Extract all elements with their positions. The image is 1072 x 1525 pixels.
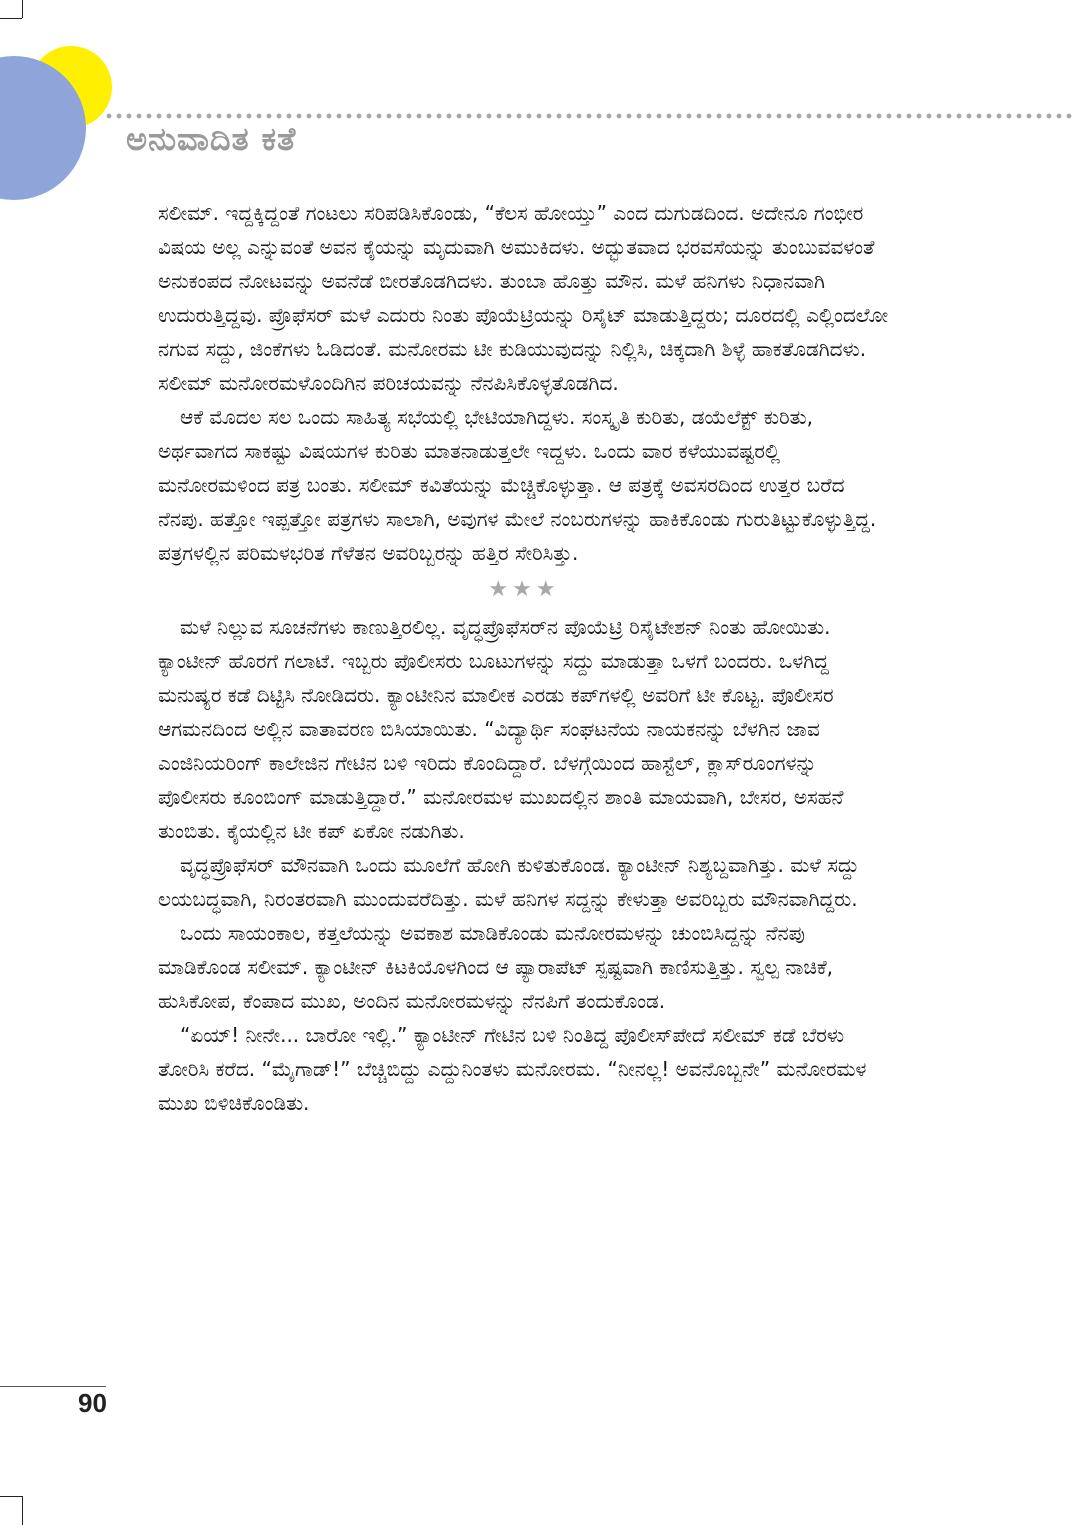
paragraph: “ಏಯ್! ನೀನೇ... ಬಾರೋ ಇಲ್ಲಿ.” ಕ್ಯಾಂಟೀನ್ ಗೇಟಿನ ಬಳಿ ನಿಂತಿದ್ದ ಪೊಲೀಸ್‌ಪೇದೆ ಸಲೀಮ್ ಕಡೆ ಬೆರಳು ತೋರಿಸಿ ಕರೆದ. “ಮೈಗಾಡ್!” ಬೆಚ್ಚಿಬಿದ್ದು ಎದ್ದುನಿಂತಳು ಮನೋರಮ. “ನೀನಲ್ಲ! ಅವನೊಬ್ಬನೇ” ಮನೋರಮಳ ಮುಖ ಬಿಳಿಚಿಕೊಂಡಿತು. <box>158 1023 867 1115</box>
paragraph: ಮಳೆ ನಿಲ್ಲುವ ಸೂಚನೆಗಳು ಕಾಣುತ್ತಿರಲಿಲ್ಲ. ವೃದ್ಧಪ್ರೊಫೆಸರ್‌ನ ಪೊಯೆಟ್ರಿ ರಿಸೈಟೇಶನ್ ನಿಂತು ಹೋಯಿತು. ಕ್ಯಾಂಟೀನ್ ಹೊರಗೆ ಗಲಾಟೆ. ಇಬ್ಬರು ಪೊಲೀಸರು ಬೂಟುಗಳನ್ನು ಸದ್ದು ಮಾಡುತ್ತಾ ಒಳಗೆ ಬಂದರು. ಒಳಗಿದ್ದ ಮನುಷ್ಯರ ಕಡೆ ದಿಟ್ಟಿಸಿ ನೋಡಿದರು. ಕ್ಯಾಂಟೀನಿನ ಮಾಲೀಕ ಎರಡು ಕಪ್‌ಗಳಲ್ಲಿ ಅವರಿಗೆ ಟೀ ಕೊಟ್ಟ. ಪೊಲೀಸರ ಆಗಮನದಿಂದ ಅಲ್ಲಿನ ವಾತಾವರಣ ಬಿಸಿಯಾಯಿತು. “ವಿದ್ಯಾರ್ಥಿ ಸಂಘಟನೆಯ ನಾಯಕನನ್ನು ಬೆಳಗಿನ ಜಾವ ಎಂಜಿನಿಯರಿಂಗ್ ಕಾಲೇಜಿನ ಗೇಟಿನ ಬಳಿ ಇರಿದು ಕೊಂದಿದ್ದಾರೆ. ಬೆಳಗ್ಗೆಯಿಂದ ಹಾಸ್ಟೆಲ್, ಕ್ಲಾಸ್‌ರೂಂಗಳನ್ನು ಪೊಲೀಸರು ಕೂಂಬಿಂಗ್ ಮಾಡುತ್ತಿದ್ದಾರೆ.” ಮನೋರಮಳ ಮುಖದಲ್ಲಿನ ಶಾಂತಿ ಮಾಯವಾಗಿ, ಬೇಸರ, ಅಸಹನೆ ತುಂಬಿತು. ಕೈಯಲ್ಲಿನ ಟೀ ಕಪ್ ಏಕೋ ನಡುಗಿತು. <box>158 615 844 843</box>
paragraph: ಆಕೆ ಮೊದಲ ಸಲ ಒಂದು ಸಾಹಿತ್ಯ ಸಭೆಯಲ್ಲಿ ಭೇಟಿಯಾಗಿದ್ದಳು. ಸಂಸ್ಕೃತಿ ಕುರಿತು, ಡಯೆಲೆಕ್ಟ್ ಕುರಿತು, ಅರ್ಥವಾಗದ ಸಾಕಷ್ಟು ವಿಷಯಗಳ ಕುರಿತು ಮಾತನಾಡುತ್ತಲೇ ಇದ್ದಳು. ಒಂದು ವಾರ ಕಳೆಯುವಷ್ಟರಲ್ಲಿ ಮನೋರಮಳಿಂದ ಪತ್ರ ಬಂತು. ಸಲೀಮ್ ಕವಿತೆಯನ್ನು ಮೆಚ್ಚಿಕೊಳ್ಳುತ್ತಾ. ಆ ಪತ್ರಕ್ಕೆ ಅವಸರದಿಂದ ಉತ್ತರ ಬರೆದ ನೆನಪು. ಹತ್ತೋ ಇಪ್ಪತ್ತೋ ಪತ್ರಗಳು ಸಾಲಾಗಿ, ಅವುಗಳ ಮೇಲೆ ನಂಬರುಗಳನ್ನು ಹಾಕಿಕೊಂಡು ಗುರುತಿಟ್ಟುಕೊಳ್ಳುತ್ತಿದ್ದ. ಪತ್ರಗಳಲ್ಲಿನ ಪರಿಮಳಭರಿತ ಗೆಳೆತನ ಅವರಿಬ್ಬರನ್ನು ಹತ್ತಿರ ಸೇರಿಸಿತ್ತು. <box>158 405 877 565</box>
paragraph: ವೃದ್ಧಪ್ರೊಫೆಸರ್ ಮೌನವಾಗಿ ಒಂದು ಮೂಲೆಗೆ ಹೋಗಿ ಕುಳಿತುಕೊಂಡ. ಕ್ಯಾಂಟೀನ್ ನಿಶ್ಯಬ್ದವಾಗಿತ್ತು. ಮಳೆ ಸದ್ದು ಲಯಬದ್ಧವಾಗಿ, ನಿರಂತರವಾಗಿ ಮುಂದುವರೆದಿತ್ತು. ಮಳೆ ಹನಿಗಳ ಸದ್ದನ್ನು ಕೇಳುತ್ತಾ ಅವರಿಬ್ಬರು ಮೌನವಾಗಿದ್ದರು. <box>158 853 860 911</box>
crop-mark-bottom-left-horizontal <box>0 1496 22 1497</box>
crop-mark-bottom-left-vertical <box>22 1496 23 1525</box>
folio-rule <box>0 1386 106 1387</box>
crop-mark-top-left-horizontal <box>0 18 22 19</box>
dotted-rule <box>104 112 1072 120</box>
story-body <box>158 196 890 1120</box>
section-title: ಅನುವಾದಿತ ಕತೆ <box>126 120 297 158</box>
crop-mark-top-left-vertical <box>22 0 23 18</box>
paragraph: ಸಲೀಮ್. ಇದ್ದಕ್ಕಿದ್ದಂತೆ ಗಂಟಲು ಸರಿಪಡಿಸಿಕೊಂಡು, “ಕೆಲಸ ಹೋಯ್ತು” ಎಂದ ದುಗುಡದಿಂದ. ಅದೇನೂ ಗಂಭೀರ ವಿಷಯ ಅಲ್ಲ ಎನ್ನುವಂತೆ ಅವನ ಕೈಯನ್ನು ಮೃದುವಾಗಿ ಅಮುಕಿದಳು. ಅದ್ಭುತವಾದ ಭರವಸೆಯನ್ನು ತುಂಬುವವಳಂತೆ ಅನುಕಂಪದ ನೋಟವನ್ನು ಅವನೆಡೆ ಬೀರತೊಡಗಿದಳು. ತುಂಬಾ ಹೊತ್ತು ಮೌನ. ಮಳೆ ಹನಿಗಳು ನಿಧಾನವಾಗಿ ಉದುರುತ್ತಿದ್ದವು. ಪ್ರೊಫೆಸರ್ ಮಳೆ ಎದುರು ನಿಂತು ಪೊಯೆಟ್ರಿಯನ್ನು ರಿಸೈಟ್ ಮಾಡುತ್ತಿದ್ದರು; ದೂರದಲ್ಲಿ ಎಲ್ಲಿಂದಲೋ ನಗುವ ಸದ್ದು, ಜಿಂಕೆಗಳು ಓಡಿದಂತೆ. ಮನೋರಮ ಟೀ ಕುಡಿಯುವುದನ್ನು ನಿಲ್ಲಿಸಿ, ಚಿಕ್ಕದಾಗಿ ಶಿಳ್ಳೆ ಹಾಕತೊಡಗಿದಳು. ಸಲೀಮ್ ಮನೋರಮಳೊಂದಿಗಿನ ಪರಿಚಯವನ್ನು ನೆನಪಿಸಿಕೊಳ್ಳತೊಡಗಿದ. <box>158 201 889 395</box>
section-separator: ★★★ <box>488 577 560 602</box>
page-number: 90 <box>78 1388 107 1418</box>
paragraph: ಒಂದು ಸಾಯಂಕಾಲ, ಕತ್ತಲೆಯನ್ನು ಅವಕಾಶ ಮಾಡಿಕೊಂಡು ಮನೋರಮಳನ್ನು ಚುಂಬಿಸಿದ್ದನ್ನು ನೆನಪು ಮಾಡಿಕೊಂಡ ಸಲೀಮ್. ಕ್ಯಾಂಟೀನ್ ಕಿಟಕಿಯೊಳಗಿಂದ ಆ ಪ್ಯಾರಾಪೆಟ್ ಸ್ಪಷ್ಟವಾಗಿ ಕಾಣಿಸುತ್ತಿತ್ತು. ಸ್ವಲ್ಪ ನಾಚಿಕೆ, ಹುಸಿಕೋಪ, ಕೆಂಪಾದ ಮುಖ, ಅಂದಿನ ಮನೋರಮಳನ್ನು ನೆನಪಿಗೆ ತಂದುಕೊಂಡ. <box>158 921 834 1013</box>
